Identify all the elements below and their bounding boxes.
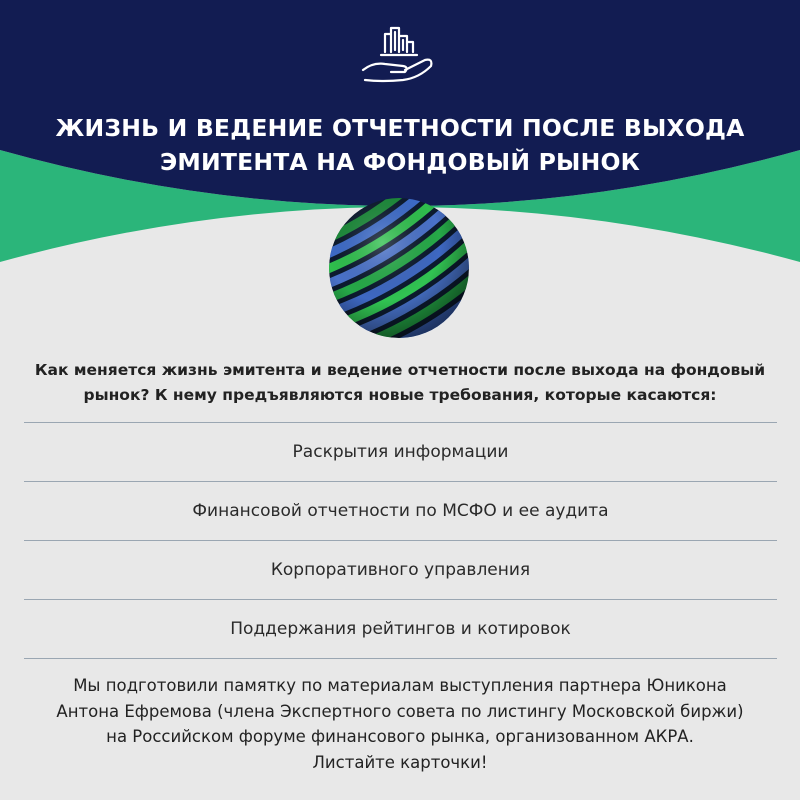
intro-line-2: рынок? К нему предъявляются новые требования, которые касаются: [83,386,717,404]
title-line-2: ЭМИТЕНТА НА ФОНДОВЫЙ РЫНОК [159,148,641,176]
intro-text [20,358,780,408]
list-item: Корпоративного управления [24,540,777,599]
striped-sphere-icon [328,197,470,339]
outro-line-3: на Российском форуме финансового рынка, организованном АКРА. [106,727,694,746]
outro-text [10,673,790,775]
list-item: Поддержания рейтингов и котировок [24,599,777,659]
outro-line-4: Листайте карточки! [312,752,488,772]
hand-holding-buildings-icon [355,22,445,88]
list-item: Раскрытия информации [24,422,777,481]
intro-line-1: Как меняется жизнь эмитента и ведение отчетности после выхода на фондовый [34,361,766,379]
requirements-list [24,422,777,659]
list-item: Финансовой отчетности по МСФО и ее аудита [24,481,777,540]
page-title [0,111,800,179]
title-line-1: ЖИЗНЬ И ВЕДЕНИЕ ОТЧЕТНОСТИ ПОСЛЕ ВЫХОДА [55,114,745,142]
outro-line-2: Антона Ефремова (члена Экспертного совета по листингу Московской биржи) [56,701,744,721]
outro-line-1: Мы подготовили памятку по материалам выступления партнера Юникона [73,676,727,695]
